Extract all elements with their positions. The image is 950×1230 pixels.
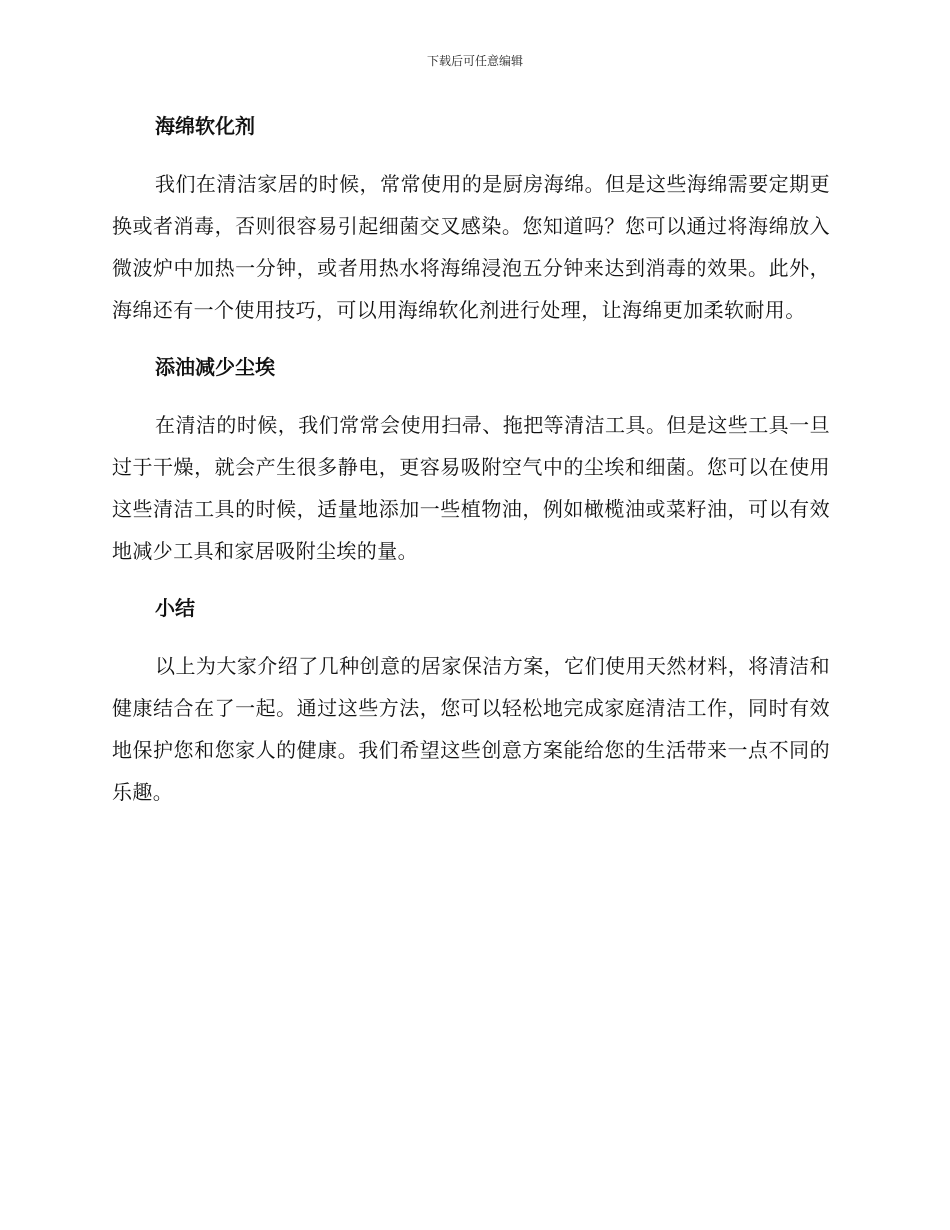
section-oil-reduce-dust — [112, 345, 830, 586]
section-heading: 添油减少尘埃 — [155, 355, 275, 379]
document-body — [112, 104, 830, 813]
section-sponge-softener — [112, 104, 830, 345]
section-paragraph: 我们在清洁家居的时候，常常使用的是厨房海绵。但是这些海绵需要定期更换或者消毒，否则很容易引起细菌交叉感染。您知道吗？您可以通过将海绵放入微波炉中加热一分钟，或者用热水将海绵浸泡五分钟来达到消毒的效果。此外，海绵还有一个使用技巧，可以用海绵软化剂进行处理，让海绵更加柔软耐用。 — [112, 172, 830, 322]
page-header: 下载后可任意编辑 — [426, 54, 523, 68]
section-heading: 小结 — [155, 596, 195, 620]
section-paragraph: 在清洁的时候，我们常常会使用扫帚、拖把等清洁工具。但是这些工具一旦过于干燥，就会产生很多静电，更容易吸附空气中的尘埃和细菌。您可以在使用这些清洁工具的时候，适量地添加一些植物油，例如橄榄油或菜籽油，可以有效地减少工具和家居吸附尘埃的量。 — [112, 413, 830, 563]
section-paragraph: 以上为大家介绍了几种创意的居家保洁方案，它们使用天然材料，将清洁和健康结合在了一起。通过这些方法，您可以轻松地完成家庭清洁工作，同时有效地保护您和您家人的健康。我们希望这些创意方案能给您的生活带来一点不同的乐趣。 — [112, 654, 830, 804]
section-heading: 海绵软化剂 — [155, 114, 255, 138]
section-summary — [112, 586, 830, 813]
